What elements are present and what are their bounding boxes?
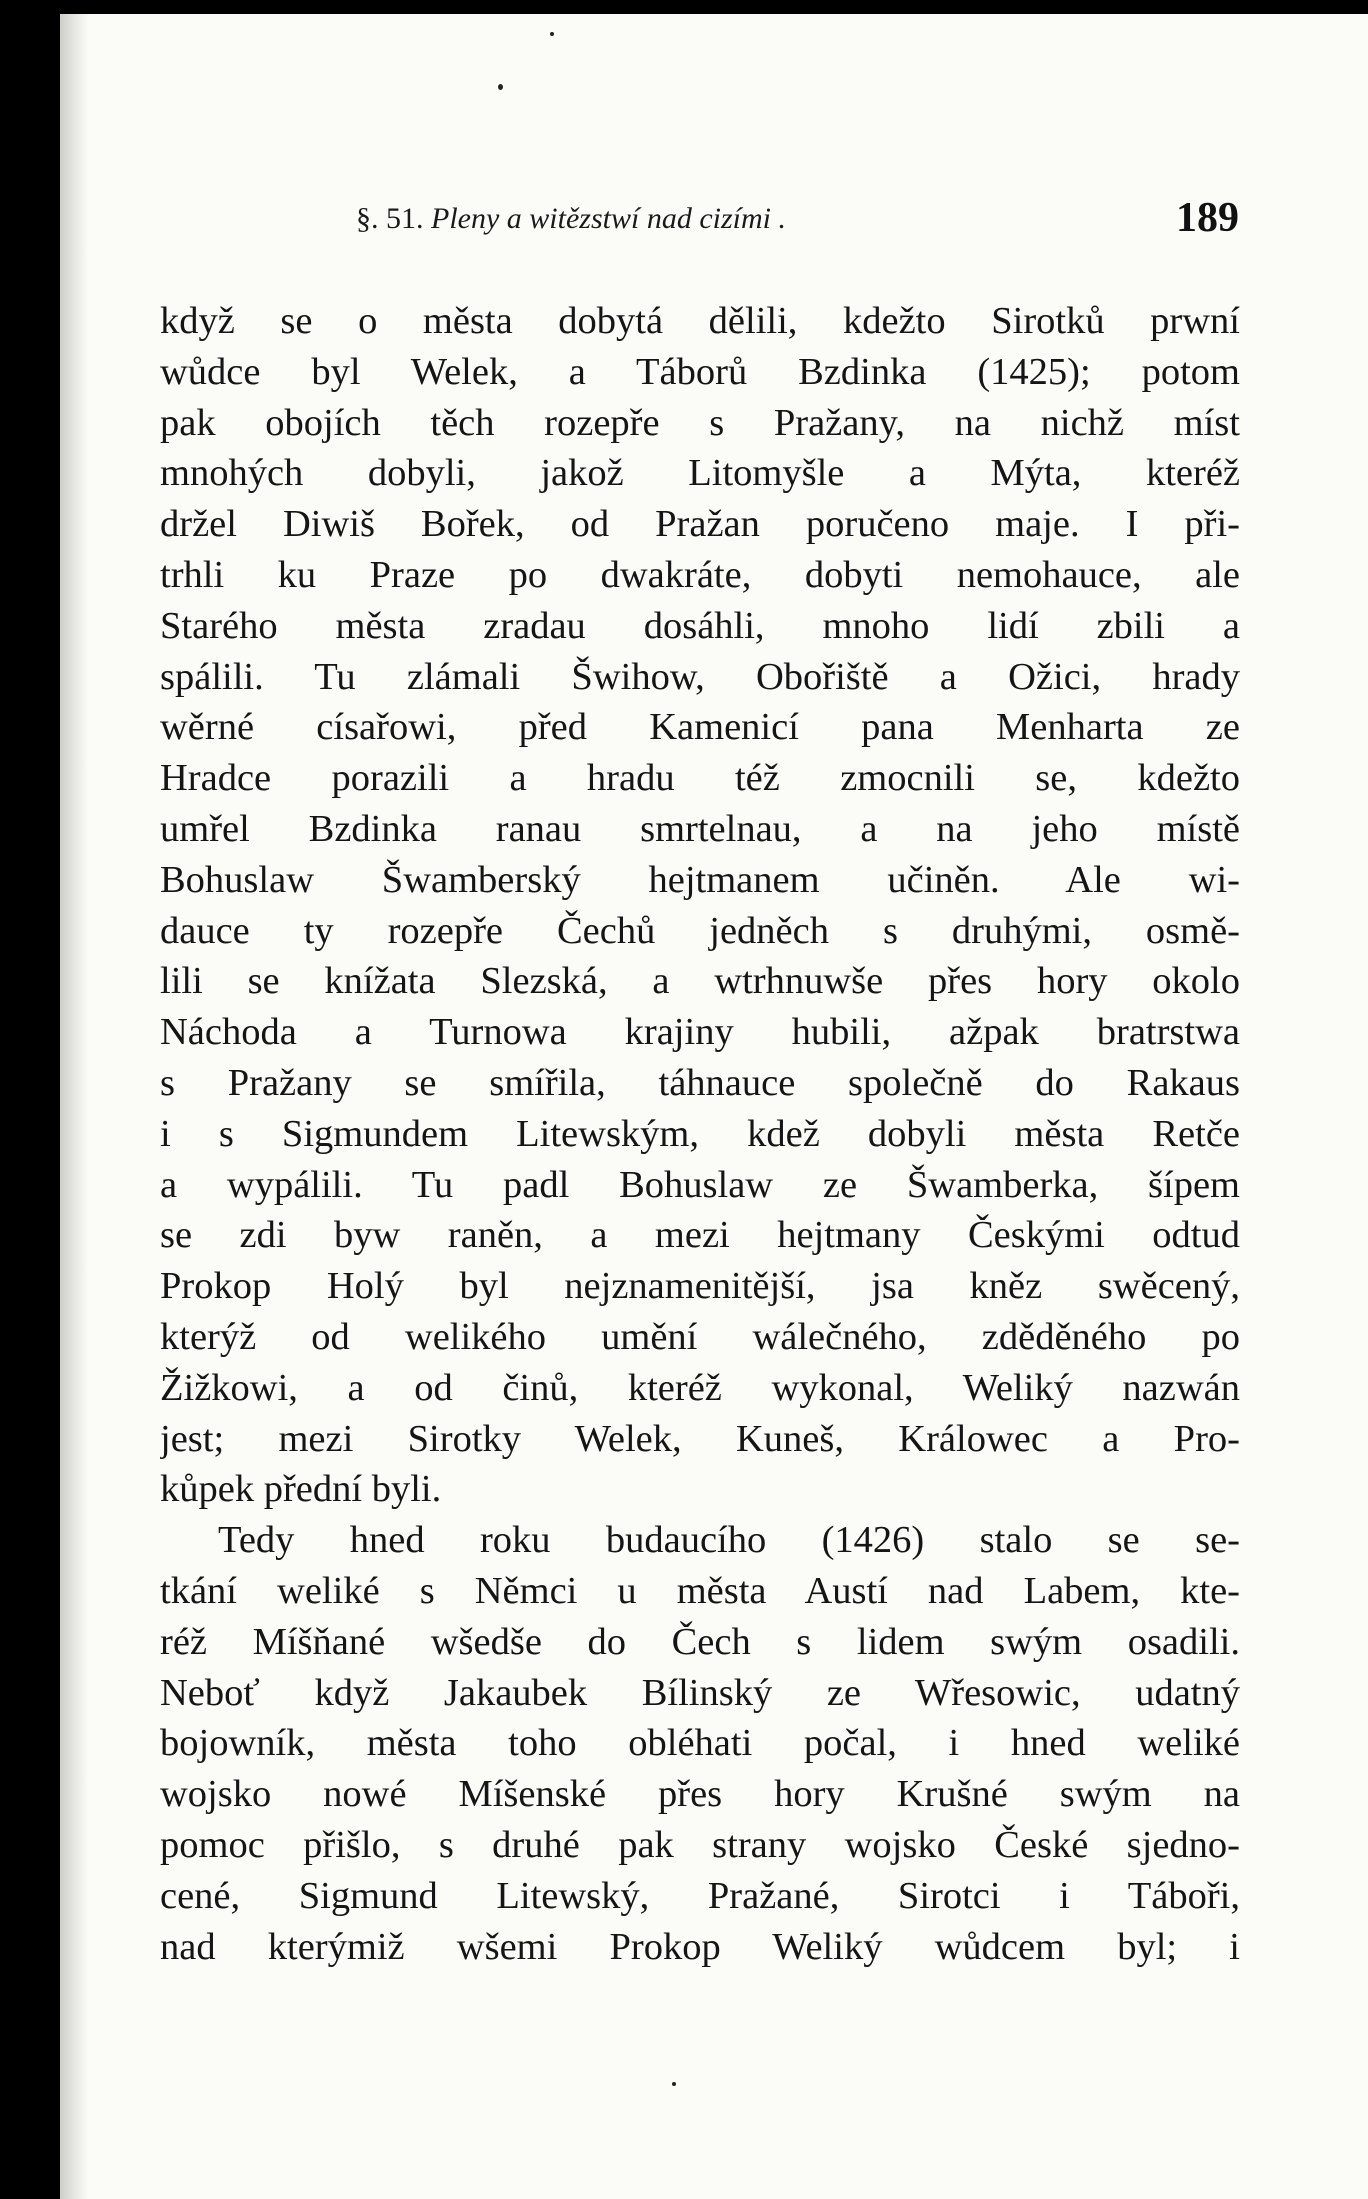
text-line: réž Míšňané wšedše do Čech s lidem swým osadili.: [160, 1620, 1240, 1663]
text-line: Náchoda a Turnowa krajiny hubili, ažpak bratrstwa: [160, 1011, 1240, 1054]
text-line: bojowník, města toho obléhati počal, i hned weliké: [160, 1722, 1240, 1765]
text-line: s Pražany se smířila, táhnauce společně do Rakaus: [160, 1061, 1240, 1104]
page-number: 189: [1176, 195, 1239, 241]
text-line: pomoc přišlo, s druhé pak strany wojsko České sjedno-: [160, 1823, 1240, 1866]
text-line: pak obojích těch rozepře s Pražany, na nichž míst: [160, 401, 1240, 444]
text-line: Starého města zradau dosáhli, mnoho lidí zbili a: [160, 604, 1240, 647]
page-edge-shadow: [60, 14, 88, 2199]
text-line: jest; mezi Sirotky Welek, Kuneš, Králowec a Pro-: [160, 1417, 1240, 1460]
text-line: umřel Bzdinka ranau smrtelnau, a na jeho místě: [160, 807, 1240, 850]
text-line: Tedy hned roku budaucího (1426) stalo se se-: [218, 1519, 1240, 1562]
ink-speck: [550, 32, 554, 36]
text-line: Bohuslaw Šwamberský hejtmanem učiněn. Ale wi-: [160, 858, 1240, 901]
section-number: §. 51.: [356, 202, 424, 235]
text-line: držel Diwiš Bořek, od Pražan poručeno maje. I při-: [160, 503, 1240, 546]
text-line: nad kterýmiž wšemi Prokop Weliký wůdcem byl; i: [160, 1925, 1240, 1968]
text-line: kůpek přední byli.: [160, 1468, 442, 1511]
running-head: [356, 202, 786, 236]
text-line: cené, Sigmund Litewský, Pražané, Sirotci i Táboři,: [160, 1874, 1240, 1917]
ink-speck: [498, 84, 503, 90]
text-line: trhli ku Praze po dwakráte, dobyti nemohauce, ale: [160, 553, 1240, 596]
body-text: [160, 296, 1240, 1972]
text-line: dauce ty rozepře Čechů jedněch s druhými, osmě-: [160, 909, 1240, 952]
text-line: spálili. Tu zlámali Šwihow, Obořiště a Ožici, hrady: [160, 655, 1240, 698]
section-title: Pleny a witězstwí nad cizími .: [431, 202, 786, 235]
text-line: wůdce byl Welek, a Táborů Bzdinka (1425); potom: [160, 350, 1240, 393]
ink-speck: [672, 2082, 676, 2086]
text-line: Neboť když Jakaubek Bílinský ze Wřesowic, udatný: [160, 1671, 1240, 1714]
text-line: mnohých dobyli, jakož Litomyšle a Mýta, kteréž: [160, 452, 1240, 495]
text-line: wojsko nowé Míšenské přes hory Krušné swým na: [160, 1773, 1240, 1816]
text-line: Prokop Holý byl nejznamenitější, jsa kněz swěcený,: [160, 1265, 1240, 1308]
text-line: i s Sigmundem Litewským, kdež dobyli města Retče: [160, 1112, 1240, 1155]
text-line: když se o města dobytá dělili, kdežto Sirotků prwní: [160, 300, 1240, 342]
book-page: [60, 14, 1368, 2199]
text-line: tkání weliké s Němci u města Austí nad Labem, kte-: [160, 1569, 1240, 1612]
text-line: kterýž od welikého umění wálečného, zděděného po: [160, 1315, 1240, 1358]
text-line: a wypálili. Tu padl Bohuslaw ze Šwamberka, šípem: [160, 1163, 1240, 1206]
page-header: [164, 194, 1239, 264]
text-line: lili se knížata Slezská, a wtrhnuwše přes hory okolo: [160, 960, 1240, 1003]
text-line: wěrné císařowi, před Kamenicí pana Menharta ze: [160, 706, 1240, 749]
text-line: Žižkowi, a od činů, kteréž wykonal, Weliký nazwán: [160, 1366, 1240, 1409]
text-line: se zdi byw raněn, a mezi hejtmany Českými odtud: [160, 1214, 1240, 1257]
text-line: Hradce porazili a hradu též zmocnili se, kdežto: [160, 757, 1240, 800]
